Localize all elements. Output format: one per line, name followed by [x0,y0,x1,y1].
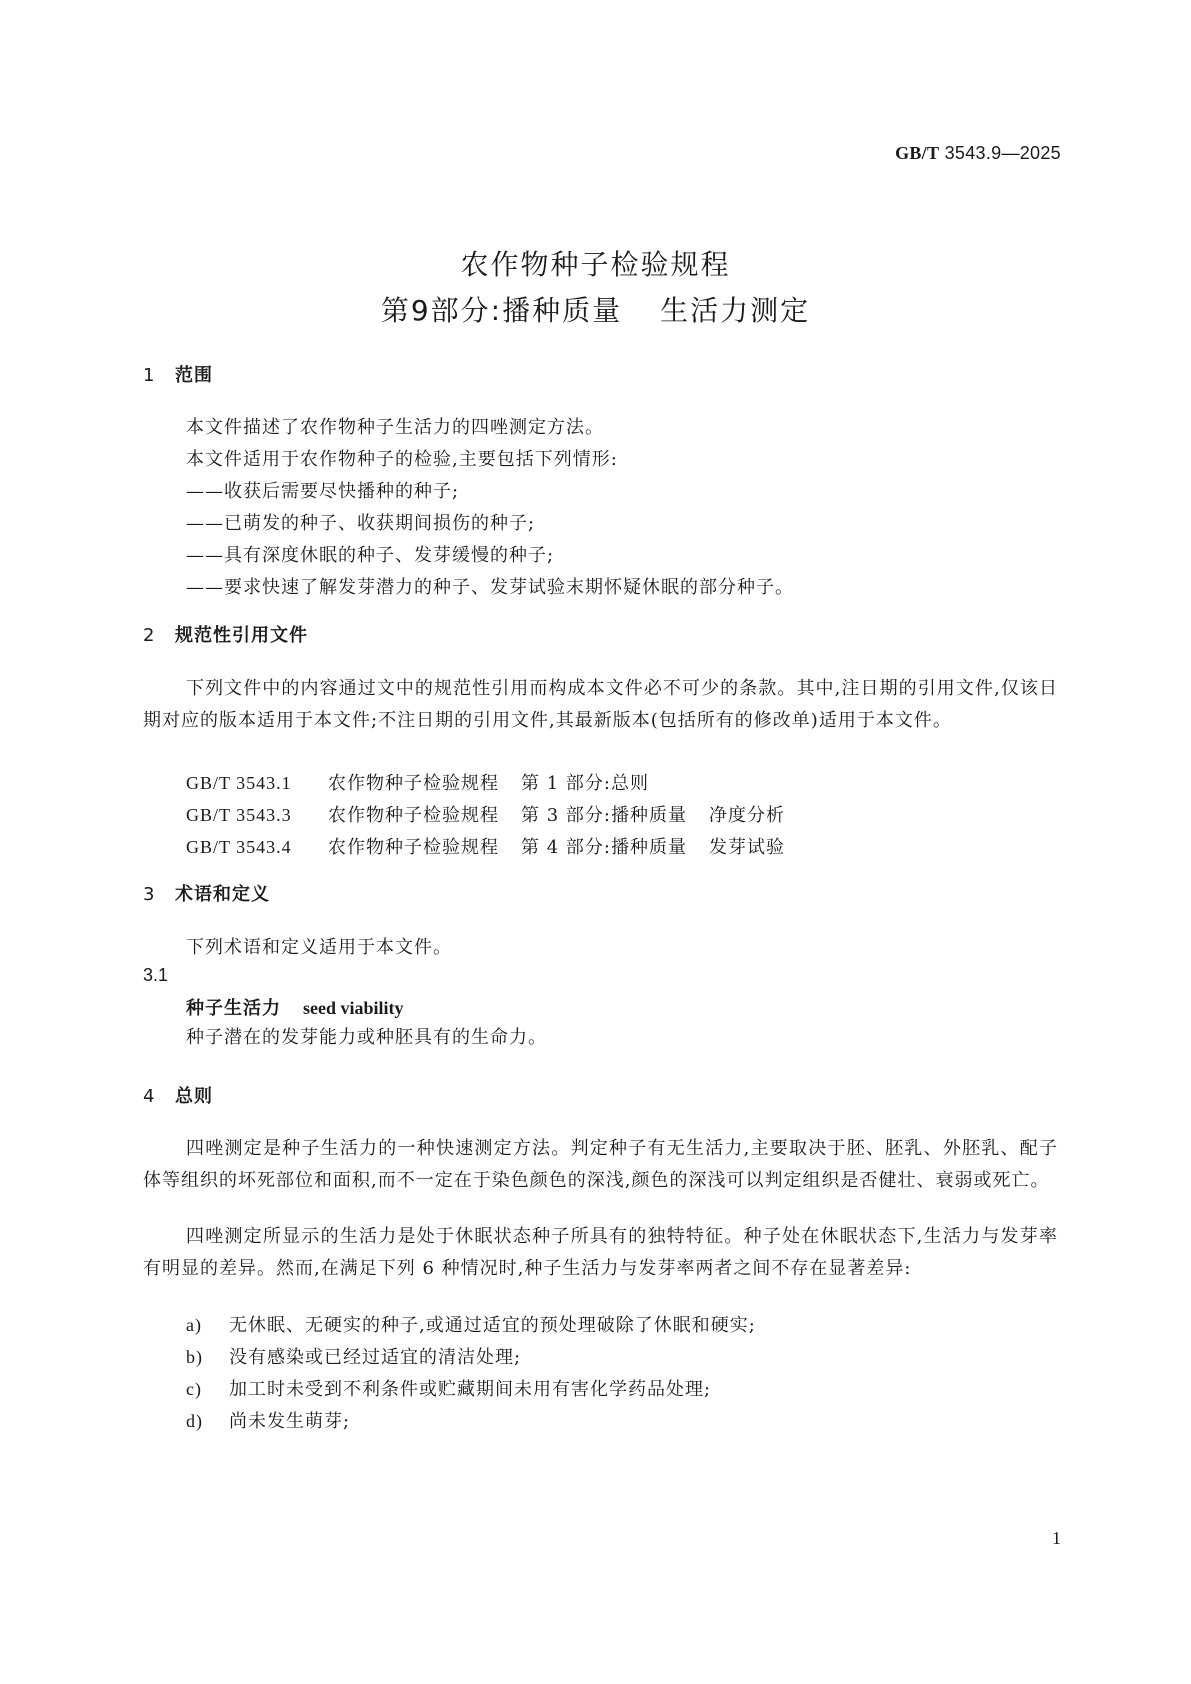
section-4-heading: 4 总则 [143,1086,213,1107]
term-english: seed viability [303,998,404,1018]
reference-item: GB/T 3543.1 农作物种子检验规程 第 1 部分:总则 [186,773,649,794]
general-paragraph-1: 四唑测定是种子生活力的一种快速测定方法。判定种子有无生活力,主要取决于胚、胚乳、外胚乳、配子体等组织的坏死部位和面积,而不一定在于染色颜色的深浅,颜色的深浅可以判定组织是否健壮、衰弱或死亡。 [143,1138,1058,1191]
scope-list-item: ——收获后需要尽快播种的种子; [186,481,460,502]
clause-number: 3.1 [143,965,169,985]
section-3-title: 术语和定义 [175,884,270,905]
term-definition: 种子潜在的发芽能力或种胚具有的生命力。 [186,1027,547,1048]
section-1-heading: 1 范围 [143,365,213,386]
section-2-title: 规范性引用文件 [175,625,308,646]
scope-list-item: ——要求快速了解发芽潜力的种子、发芽试验末期怀疑休眠的部分种子。 [186,577,794,598]
section-1-title: 范围 [175,365,213,386]
standard-prefix: GB/T [895,143,940,163]
title-part: 第9部分:播种质量 [380,294,623,327]
term-chinese: 种子生活力 [186,998,281,1019]
page-number: 1 [1052,1528,1061,1548]
standard-number: 3543.9—2025 [944,143,1061,163]
section-3-heading: 3 术语和定义 [143,884,270,905]
section-4-title: 总则 [175,1086,213,1107]
condition-list-item: a) 无休眠、无硬实的种子,或通过适宜的预处理破除了休眠和硬实; [186,1315,756,1336]
document-title-line1: 农作物种子检验规程 [460,248,731,281]
scope-line-1: 本文件描述了农作物种子生活力的四唑测定方法。 [186,417,604,438]
normative-references-paragraph: 下列文件中的内容通过文中的规范性引用而构成本文件必不可少的条款。其中,注日期的引用文件,仅该日期对应的版本适用于本文件;不注日期的引用文件,其最新版本(包括所有的修改单)适用于本文件。 [143,678,1058,731]
term-entry [186,994,404,1020]
section-2-heading: 2 规范性引用文件 [143,625,308,646]
scope-list-item: ——具有深度休眠的种子、发芽缓慢的种子; [186,545,555,566]
terms-intro: 下列术语和定义适用于本文件。 [186,937,452,958]
condition-list-item: c) 加工时未受到不利条件或贮藏期间未用有害化学药品处理; [186,1379,712,1400]
condition-list-item: d) 尚未发生萌芽; [186,1411,351,1432]
document-title-line2 [0,289,1191,329]
reference-item: GB/T 3543.4 农作物种子检验规程 第 4 部分:播种质量 发芽试验 [186,837,785,858]
scope-list-item: ——已萌发的种子、收获期间损伤的种子; [186,513,536,534]
standard-code [895,143,1061,164]
general-paragraph-2: 四唑测定所显示的生活力是处于休眠状态种子所具有的独特特征。种子处在休眠状态下,生活力与发芽率有明显的差异。然而,在满足下列 6 种情况时,种子生活力与发芽率两者之间不存在显著差异: [143,1226,1058,1279]
title-subpart: 生活力测定 [660,294,811,327]
condition-list-item: b) 没有感染或已经过适宜的清洁处理; [186,1347,522,1368]
reference-item: GB/T 3543.3 农作物种子检验规程 第 3 部分:播种质量 净度分析 [186,805,785,826]
scope-line-2: 本文件适用于农作物种子的检验,主要包括下列情形: [186,449,618,470]
